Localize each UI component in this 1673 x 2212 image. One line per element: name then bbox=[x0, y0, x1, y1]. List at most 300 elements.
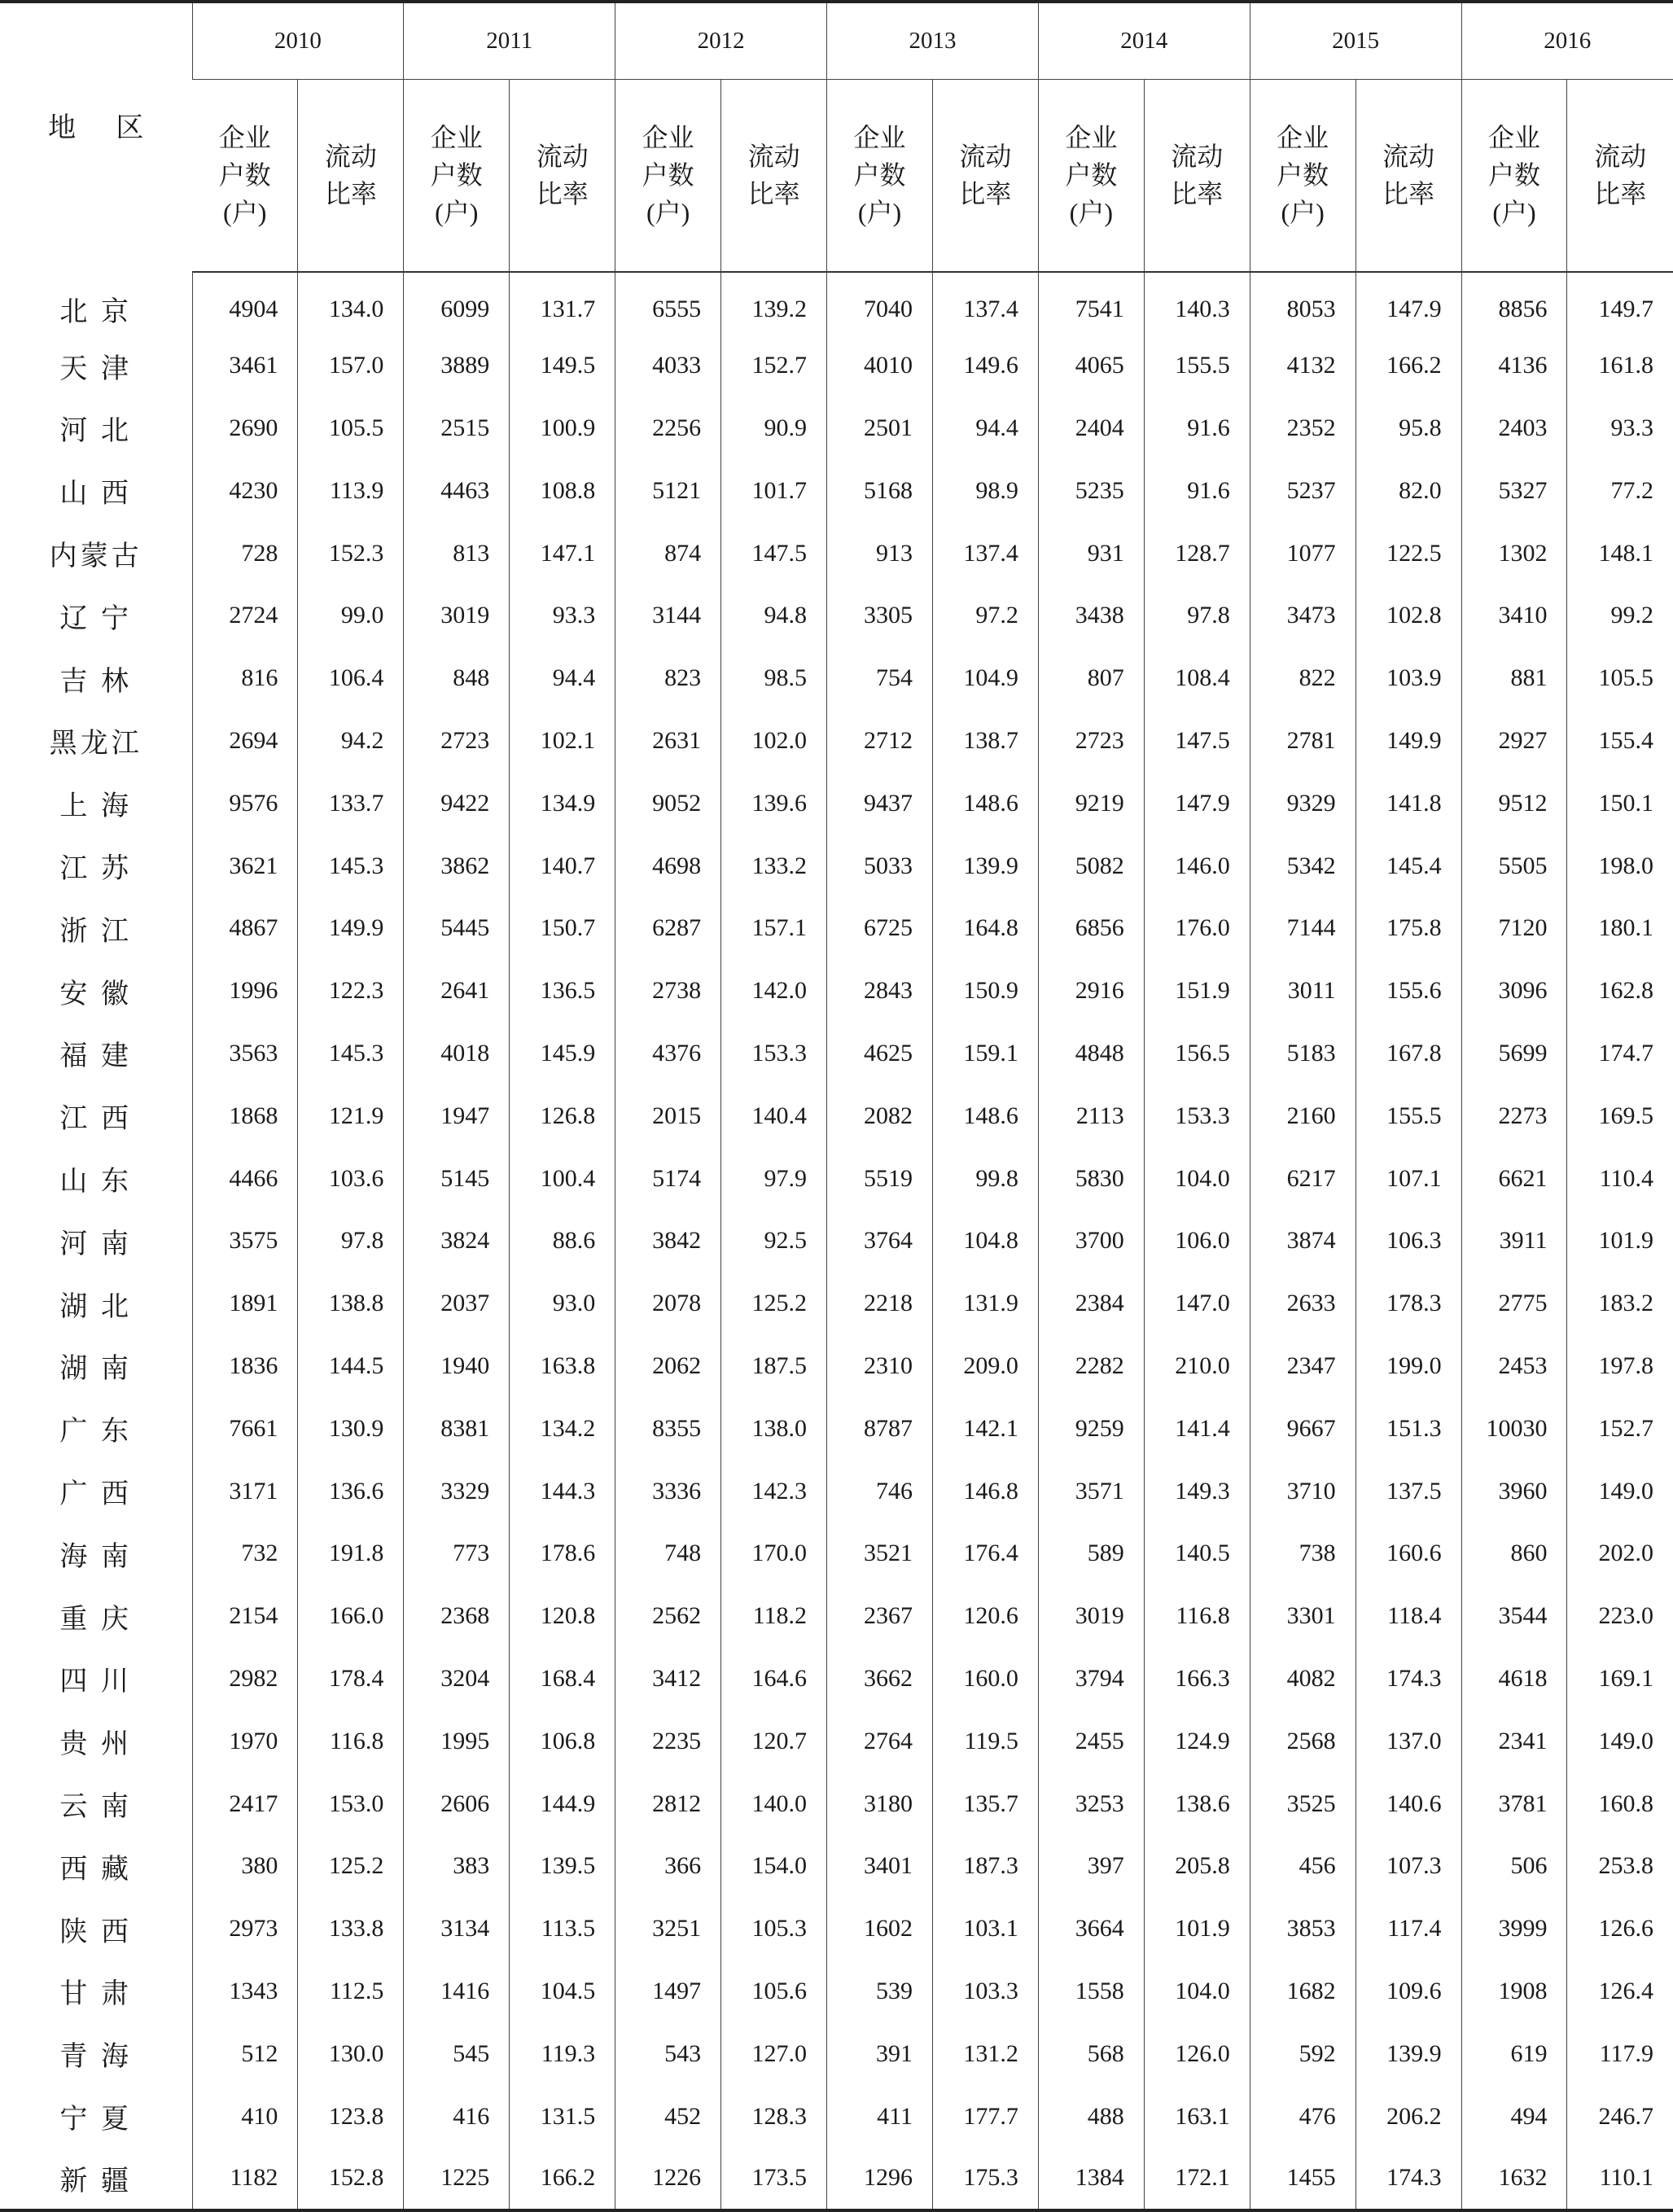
current-ratio-cell: 155.5 bbox=[1355, 1084, 1461, 1147]
enterprise-count-cell: 3563 bbox=[192, 1023, 298, 1085]
table-row bbox=[0, 1272, 1673, 1335]
current-ratio-cell: 153.0 bbox=[298, 1772, 404, 1835]
enterprise-count-cell: 3336 bbox=[615, 1460, 721, 1522]
enterprise-count-cell: 8787 bbox=[827, 1397, 933, 1460]
current-ratio-cell: 109.6 bbox=[1355, 1960, 1461, 2023]
region-name: 安 徽 bbox=[59, 979, 133, 1010]
current-ratio-cell: 106.8 bbox=[510, 1710, 615, 1772]
enterprise-count-cell: 4463 bbox=[404, 459, 510, 522]
enterprise-count-cell: 3019 bbox=[1038, 1585, 1144, 1648]
current-ratio-cell: 137.5 bbox=[1355, 1460, 1461, 1522]
enterprise-count-cell: 1970 bbox=[192, 1710, 298, 1772]
enterprise-count-cell: 1416 bbox=[404, 1960, 510, 2023]
enterprise-count-cell: 2501 bbox=[827, 397, 933, 460]
current-ratio-cell: 147.5 bbox=[721, 522, 827, 585]
current-ratio-cell: 94.2 bbox=[298, 710, 404, 773]
current-ratio-cell: 106.0 bbox=[1144, 1210, 1250, 1272]
enterprise-count-cell: 488 bbox=[1038, 2085, 1144, 2148]
current-ratio-cell: 142.0 bbox=[721, 960, 827, 1023]
current-ratio-cell: 98.9 bbox=[932, 459, 1038, 522]
current-ratio-cell: 152.7 bbox=[721, 335, 827, 397]
current-ratio-cell: 82.0 bbox=[1355, 459, 1461, 522]
table-row bbox=[0, 1023, 1673, 1085]
enterprise-count-cell: 728 bbox=[192, 522, 298, 585]
enterprise-count-cell: 3410 bbox=[1461, 585, 1567, 647]
current-ratio-cell: 161.8 bbox=[1567, 335, 1673, 397]
enterprise-count-cell: 3664 bbox=[1038, 1898, 1144, 1960]
current-ratio-cell: 150.9 bbox=[932, 960, 1038, 1023]
current-ratio-cell: 131.2 bbox=[932, 2022, 1038, 2085]
current-ratio-cell: 176.0 bbox=[1144, 897, 1250, 960]
current-ratio-cell: 166.3 bbox=[1144, 1648, 1250, 1710]
current-ratio-cell: 122.3 bbox=[298, 960, 404, 1023]
enterprise-count-cell: 3781 bbox=[1461, 1772, 1567, 1835]
current-ratio-cell: 131.7 bbox=[510, 272, 615, 335]
enterprise-count-cell: 6555 bbox=[615, 272, 721, 335]
table-row bbox=[0, 1210, 1673, 1272]
enterprise-count-cell: 494 bbox=[1461, 2085, 1567, 2148]
current-ratio-cell: 97.2 bbox=[932, 585, 1038, 647]
current-ratio-cell: 162.8 bbox=[1567, 960, 1673, 1023]
enterprise-count-cell: 813 bbox=[404, 522, 510, 585]
table-row bbox=[0, 1335, 1673, 1398]
current-ratio-cell: 120.6 bbox=[932, 1585, 1038, 1648]
current-ratio-cell: 137.0 bbox=[1355, 1710, 1461, 1772]
current-ratio-cell: 117.4 bbox=[1355, 1898, 1461, 1960]
table-row bbox=[0, 1772, 1673, 1835]
current-ratio-cell: 103.3 bbox=[932, 1960, 1038, 2023]
current-ratio-cell: 105.5 bbox=[298, 397, 404, 460]
enterprise-count-cell: 1868 bbox=[192, 1084, 298, 1147]
current-ratio-cell: 118.2 bbox=[721, 1585, 827, 1648]
enterprise-count-cell: 1940 bbox=[404, 1335, 510, 1398]
current-ratio-header-label: 流动 比率 bbox=[536, 142, 589, 209]
table-row bbox=[0, 272, 1673, 335]
enterprise-count-cell: 1891 bbox=[192, 1272, 298, 1335]
current-ratio-cell: 134.2 bbox=[510, 1397, 615, 1460]
current-ratio-cell: 140.5 bbox=[1144, 1522, 1250, 1585]
current-ratio-cell: 167.8 bbox=[1355, 1023, 1461, 1085]
region-column-header: 地 区 bbox=[0, 2, 192, 272]
current-ratio-cell: 187.5 bbox=[721, 1335, 827, 1398]
enterprise-count-cell: 476 bbox=[1250, 2085, 1355, 2148]
table-row bbox=[0, 459, 1673, 522]
current-ratio-cell: 140.4 bbox=[721, 1084, 827, 1147]
current-ratio-cell: 103.6 bbox=[298, 1147, 404, 1210]
table-row bbox=[0, 1710, 1673, 1772]
current-ratio-cell: 166.2 bbox=[1355, 335, 1461, 397]
enterprise-count-cell: 383 bbox=[404, 1835, 510, 1898]
table-row bbox=[0, 1585, 1673, 1648]
enterprise-count-cell: 539 bbox=[827, 1960, 933, 2023]
enterprise-count-cell: 2812 bbox=[615, 1772, 721, 1835]
current-ratio-cell: 139.2 bbox=[721, 272, 827, 335]
enterprise-count-cell: 2568 bbox=[1250, 1710, 1355, 1772]
enterprise-count-cell: 5445 bbox=[404, 897, 510, 960]
enterprise-count-cell: 6725 bbox=[827, 897, 933, 960]
current-ratio-cell: 137.4 bbox=[932, 272, 1038, 335]
enterprise-count-cell: 3842 bbox=[615, 1210, 721, 1272]
current-ratio-cell: 91.6 bbox=[1144, 397, 1250, 460]
subheader-row bbox=[0, 79, 1673, 272]
region-name: 湖 南 bbox=[59, 1354, 133, 1385]
current-ratio-cell: 116.8 bbox=[298, 1710, 404, 1772]
enterprise-count-cell: 848 bbox=[404, 647, 510, 710]
current-ratio-cell: 151.9 bbox=[1144, 960, 1250, 1023]
table-row bbox=[0, 1648, 1673, 1710]
current-ratio-cell: 133.7 bbox=[298, 772, 404, 834]
current-ratio-cell: 198.0 bbox=[1567, 834, 1673, 897]
current-ratio-header bbox=[298, 79, 404, 272]
enterprise-count-cell: 913 bbox=[827, 522, 933, 585]
table-row bbox=[0, 960, 1673, 1023]
enterprise-count-cell: 5830 bbox=[1038, 1147, 1144, 1210]
enterprise-count-cell: 2690 bbox=[192, 397, 298, 460]
current-ratio-cell: 139.6 bbox=[721, 772, 827, 834]
enterprise-count-cell: 2973 bbox=[192, 1898, 298, 1960]
region-name: 辽 宁 bbox=[59, 603, 133, 634]
current-ratio-cell: 149.9 bbox=[298, 897, 404, 960]
current-ratio-header bbox=[1567, 79, 1673, 272]
current-ratio-cell: 102.8 bbox=[1355, 585, 1461, 647]
enterprise-count-cell: 3862 bbox=[404, 834, 510, 897]
enterprise-count-cell: 3461 bbox=[192, 335, 298, 397]
current-ratio-cell: 147.9 bbox=[1355, 272, 1461, 335]
current-ratio-cell: 94.4 bbox=[510, 647, 615, 710]
current-ratio-cell: 147.9 bbox=[1144, 772, 1250, 834]
current-ratio-header bbox=[510, 79, 615, 272]
enterprise-count-cell: 9576 bbox=[192, 772, 298, 834]
enterprise-count-cell: 7661 bbox=[192, 1397, 298, 1460]
enterprise-count-cell: 823 bbox=[615, 647, 721, 710]
enterprise-count-cell: 8053 bbox=[1250, 272, 1355, 335]
enterprise-count-cell: 1602 bbox=[827, 1898, 933, 1960]
enterprise-count-cell: 8355 bbox=[615, 1397, 721, 1460]
current-ratio-cell: 127.0 bbox=[721, 2022, 827, 2085]
current-ratio-cell: 138.8 bbox=[298, 1272, 404, 1335]
enterprise-count-header-label: 企业 户数 (户) bbox=[1065, 123, 1118, 228]
current-ratio-cell: 154.0 bbox=[721, 1835, 827, 1898]
enterprise-count-cell: 7040 bbox=[827, 272, 933, 335]
current-ratio-cell: 124.9 bbox=[1144, 1710, 1250, 1772]
current-ratio-cell: 105.3 bbox=[721, 1898, 827, 1960]
region-name: 黑龙江 bbox=[49, 729, 142, 760]
current-ratio-cell: 125.2 bbox=[298, 1835, 404, 1898]
current-ratio-cell: 137.4 bbox=[932, 522, 1038, 585]
enterprise-count-cell: 4132 bbox=[1250, 335, 1355, 397]
enterprise-count-cell: 3096 bbox=[1461, 960, 1567, 1023]
enterprise-count-cell: 2764 bbox=[827, 1710, 933, 1772]
enterprise-count-cell: 1455 bbox=[1250, 2148, 1355, 2210]
current-ratio-cell: 176.4 bbox=[932, 1522, 1038, 1585]
current-ratio-cell: 93.0 bbox=[510, 1272, 615, 1335]
enterprise-count-cell: 3401 bbox=[827, 1835, 933, 1898]
current-ratio-cell: 119.3 bbox=[510, 2022, 615, 2085]
enterprise-count-cell: 2723 bbox=[1038, 710, 1144, 773]
current-ratio-cell: 174.3 bbox=[1355, 1648, 1461, 1710]
enterprise-count-cell: 2062 bbox=[615, 1335, 721, 1398]
enterprise-count-cell: 1497 bbox=[615, 1960, 721, 2023]
enterprise-count-cell: 2368 bbox=[404, 1585, 510, 1648]
current-ratio-cell: 113.9 bbox=[298, 459, 404, 522]
enterprise-count-cell: 3473 bbox=[1250, 585, 1355, 647]
enterprise-count-cell: 4033 bbox=[615, 335, 721, 397]
current-ratio-cell: 103.1 bbox=[932, 1898, 1038, 1960]
enterprise-count-cell: 3305 bbox=[827, 585, 933, 647]
enterprise-count-cell: 8381 bbox=[404, 1397, 510, 1460]
region-name: 贵 州 bbox=[59, 1729, 133, 1760]
current-ratio-cell: 136.6 bbox=[298, 1460, 404, 1522]
enterprise-count-cell: 1908 bbox=[1461, 1960, 1567, 2023]
region-name: 四 川 bbox=[59, 1667, 133, 1697]
current-ratio-cell: 163.8 bbox=[510, 1335, 615, 1398]
current-ratio-cell: 152.3 bbox=[298, 522, 404, 585]
current-ratio-cell: 205.8 bbox=[1144, 1835, 1250, 1898]
enterprise-count-cell: 1836 bbox=[192, 1335, 298, 1398]
enterprise-count-cell: 4018 bbox=[404, 1023, 510, 1085]
current-ratio-cell: 166.0 bbox=[298, 1585, 404, 1648]
enterprise-count-cell: 5505 bbox=[1461, 834, 1567, 897]
enterprise-count-cell: 5699 bbox=[1461, 1023, 1567, 1085]
enterprise-count-cell: 6099 bbox=[404, 272, 510, 335]
current-ratio-cell: 107.3 bbox=[1355, 1835, 1461, 1898]
enterprise-count-cell: 3253 bbox=[1038, 1772, 1144, 1835]
enterprise-count-header bbox=[404, 79, 510, 272]
current-ratio-cell: 170.0 bbox=[721, 1522, 827, 1585]
current-ratio-cell: 150.7 bbox=[510, 897, 615, 960]
enterprise-count-cell: 3621 bbox=[192, 834, 298, 897]
current-ratio-cell: 92.5 bbox=[721, 1210, 827, 1272]
enterprise-count-cell: 754 bbox=[827, 647, 933, 710]
current-ratio-cell: 166.2 bbox=[510, 2148, 615, 2210]
enterprise-count-cell: 4010 bbox=[827, 335, 933, 397]
enterprise-count-header bbox=[1038, 79, 1144, 272]
enterprise-count-cell: 2641 bbox=[404, 960, 510, 1023]
current-ratio-cell: 160.8 bbox=[1567, 1772, 1673, 1835]
enterprise-count-cell: 6856 bbox=[1038, 897, 1144, 960]
current-ratio-cell: 209.0 bbox=[932, 1335, 1038, 1398]
region-name: 内蒙古 bbox=[49, 541, 142, 572]
region-name: 福 建 bbox=[59, 1041, 133, 1072]
enterprise-count-cell: 5235 bbox=[1038, 459, 1144, 522]
enterprise-count-cell: 3710 bbox=[1250, 1460, 1355, 1522]
enterprise-count-cell: 3794 bbox=[1038, 1648, 1144, 1710]
enterprise-count-cell: 3525 bbox=[1250, 1772, 1355, 1835]
enterprise-count-cell: 4904 bbox=[192, 272, 298, 335]
enterprise-count-cell: 1182 bbox=[192, 2148, 298, 2210]
table-row bbox=[0, 522, 1673, 585]
region-name: 海 南 bbox=[59, 1541, 133, 1572]
current-ratio-cell: 178.3 bbox=[1355, 1272, 1461, 1335]
enterprise-count-cell: 2724 bbox=[192, 585, 298, 647]
current-ratio-cell: 174.7 bbox=[1567, 1023, 1673, 1085]
current-ratio-cell: 101.9 bbox=[1144, 1898, 1250, 1960]
enterprise-count-cell: 3301 bbox=[1250, 1585, 1355, 1648]
current-ratio-cell: 149.6 bbox=[932, 335, 1038, 397]
enterprise-count-cell: 1302 bbox=[1461, 522, 1567, 585]
enterprise-count-cell: 3134 bbox=[404, 1898, 510, 1960]
enterprise-count-header-label: 企业 户数 (户) bbox=[1277, 123, 1329, 228]
current-ratio-cell: 159.1 bbox=[932, 1023, 1038, 1085]
current-ratio-cell: 123.8 bbox=[298, 2085, 404, 2148]
enterprise-count-cell: 2916 bbox=[1038, 960, 1144, 1023]
current-ratio-header-label: 流动 比率 bbox=[959, 142, 1012, 209]
enterprise-count-cell: 1558 bbox=[1038, 1960, 1144, 2023]
current-ratio-cell: 152.8 bbox=[298, 2148, 404, 2210]
current-ratio-cell: 93.3 bbox=[510, 585, 615, 647]
enterprise-count-cell: 6287 bbox=[615, 897, 721, 960]
current-ratio-cell: 128.3 bbox=[721, 2085, 827, 2148]
enterprise-count-cell: 2843 bbox=[827, 960, 933, 1023]
current-ratio-cell: 160.0 bbox=[932, 1648, 1038, 1710]
enterprise-count-cell: 3911 bbox=[1461, 1210, 1567, 1272]
enterprise-count-cell: 9422 bbox=[404, 772, 510, 834]
current-ratio-cell: 126.0 bbox=[1144, 2022, 1250, 2085]
current-ratio-cell: 145.4 bbox=[1355, 834, 1461, 897]
current-ratio-cell: 95.8 bbox=[1355, 397, 1461, 460]
current-ratio-cell: 164.8 bbox=[932, 897, 1038, 960]
current-ratio-cell: 113.5 bbox=[510, 1898, 615, 1960]
current-ratio-cell: 121.9 bbox=[298, 1084, 404, 1147]
current-ratio-cell: 104.5 bbox=[510, 1960, 615, 2023]
current-ratio-cell: 102.0 bbox=[721, 710, 827, 773]
enterprise-count-cell: 9437 bbox=[827, 772, 933, 834]
current-ratio-cell: 125.2 bbox=[721, 1272, 827, 1335]
enterprise-count-cell: 3019 bbox=[404, 585, 510, 647]
current-ratio-cell: 210.0 bbox=[1144, 1335, 1250, 1398]
enterprise-count-header bbox=[615, 79, 721, 272]
enterprise-count-cell: 397 bbox=[1038, 1835, 1144, 1898]
current-ratio-cell: 106.3 bbox=[1355, 1210, 1461, 1272]
enterprise-count-cell: 9512 bbox=[1461, 772, 1567, 834]
region-name: 天 津 bbox=[59, 353, 133, 384]
enterprise-count-cell: 732 bbox=[192, 1522, 298, 1585]
enterprise-count-cell: 4698 bbox=[615, 834, 721, 897]
enterprise-count-cell: 2927 bbox=[1461, 710, 1567, 773]
table-row bbox=[0, 647, 1673, 710]
region-name: 宁 夏 bbox=[59, 2105, 133, 2135]
enterprise-count-cell: 3960 bbox=[1461, 1460, 1567, 1522]
enterprise-count-cell: 416 bbox=[404, 2085, 510, 2148]
enterprise-count-header-label: 企业 户数 (户) bbox=[430, 123, 483, 228]
enterprise-count-cell: 3438 bbox=[1038, 585, 1144, 647]
current-ratio-cell: 90.9 bbox=[721, 397, 827, 460]
enterprise-count-cell: 2606 bbox=[404, 1772, 510, 1835]
current-ratio-cell: 149.0 bbox=[1567, 1460, 1673, 1522]
enterprise-count-cell: 4376 bbox=[615, 1023, 721, 1085]
current-ratio-cell: 140.3 bbox=[1144, 272, 1250, 335]
enterprise-count-cell: 2160 bbox=[1250, 1084, 1355, 1147]
enterprise-count-cell: 1226 bbox=[615, 2148, 721, 2210]
current-ratio-cell: 136.5 bbox=[510, 960, 615, 1023]
current-ratio-cell: 246.7 bbox=[1567, 2085, 1673, 2148]
enterprise-count-cell: 2417 bbox=[192, 1772, 298, 1835]
year-header: 2012 bbox=[615, 2, 827, 79]
enterprise-count-cell: 3662 bbox=[827, 1648, 933, 1710]
enterprise-count-cell: 410 bbox=[192, 2085, 298, 2148]
current-ratio-cell: 142.1 bbox=[932, 1397, 1038, 1460]
enterprise-count-cell: 5519 bbox=[827, 1147, 933, 1210]
current-ratio-cell: 149.9 bbox=[1355, 710, 1461, 773]
current-ratio-cell: 138.6 bbox=[1144, 1772, 1250, 1835]
current-ratio-cell: 105.6 bbox=[721, 1960, 827, 2023]
enterprise-count-cell: 3251 bbox=[615, 1898, 721, 1960]
enterprise-count-cell: 3180 bbox=[827, 1772, 933, 1835]
enterprise-count-cell: 2631 bbox=[615, 710, 721, 773]
enterprise-count-cell: 5174 bbox=[615, 1147, 721, 1210]
table-row bbox=[0, 1147, 1673, 1210]
enterprise-count-cell: 2694 bbox=[192, 710, 298, 773]
enterprise-count-cell: 5145 bbox=[404, 1147, 510, 1210]
current-ratio-cell: 110.1 bbox=[1567, 2148, 1673, 2210]
current-ratio-cell: 147.1 bbox=[510, 522, 615, 585]
enterprise-count-cell: 9329 bbox=[1250, 772, 1355, 834]
current-ratio-cell: 145.3 bbox=[298, 834, 404, 897]
current-ratio-cell: 138.7 bbox=[932, 710, 1038, 773]
current-ratio-cell: 148.6 bbox=[932, 772, 1038, 834]
current-ratio-cell: 104.0 bbox=[1144, 1960, 1250, 2023]
region-name: 浙 江 bbox=[59, 916, 133, 947]
region-name: 山 东 bbox=[59, 1167, 133, 1198]
current-ratio-cell: 160.6 bbox=[1355, 1522, 1461, 1585]
enterprise-count-cell: 4848 bbox=[1038, 1023, 1144, 1085]
current-ratio-cell: 163.1 bbox=[1144, 2085, 1250, 2148]
enterprise-count-cell: 4466 bbox=[192, 1147, 298, 1210]
enterprise-count-cell: 2310 bbox=[827, 1335, 933, 1398]
current-ratio-cell: 99.8 bbox=[932, 1147, 1038, 1210]
enterprise-count-cell: 2775 bbox=[1461, 1272, 1567, 1335]
current-ratio-cell: 157.0 bbox=[298, 335, 404, 397]
current-ratio-cell: 119.5 bbox=[932, 1710, 1038, 1772]
current-ratio-header-label: 流动 比率 bbox=[747, 142, 800, 209]
region-name: 陕 西 bbox=[59, 1916, 133, 1947]
enterprise-count-cell: 2712 bbox=[827, 710, 933, 773]
current-ratio-cell: 174.3 bbox=[1355, 2148, 1461, 2210]
enterprise-count-cell: 773 bbox=[404, 1522, 510, 1585]
current-ratio-cell: 104.8 bbox=[932, 1210, 1038, 1272]
enterprise-count-cell: 391 bbox=[827, 2022, 933, 2085]
enterprise-count-cell: 4230 bbox=[192, 459, 298, 522]
enterprise-count-cell: 545 bbox=[404, 2022, 510, 2085]
enterprise-count-header bbox=[192, 79, 298, 272]
current-ratio-cell: 175.8 bbox=[1355, 897, 1461, 960]
year-header: 2013 bbox=[827, 2, 1039, 79]
enterprise-count-header-label: 企业 户数 (户) bbox=[853, 123, 906, 228]
current-ratio-cell: 157.1 bbox=[721, 897, 827, 960]
current-ratio-cell: 168.4 bbox=[510, 1648, 615, 1710]
enterprise-count-cell: 568 bbox=[1038, 2022, 1144, 2085]
current-ratio-header-label: 流动 比率 bbox=[1171, 142, 1224, 209]
table-row bbox=[0, 585, 1673, 647]
current-ratio-cell: 138.0 bbox=[721, 1397, 827, 1460]
current-ratio-cell: 139.9 bbox=[932, 834, 1038, 897]
current-ratio-cell: 120.7 bbox=[721, 1710, 827, 1772]
enterprise-count-cell: 9219 bbox=[1038, 772, 1144, 834]
enterprise-count-cell: 5082 bbox=[1038, 834, 1144, 897]
enterprise-count-cell: 1343 bbox=[192, 1960, 298, 2023]
enterprise-count-cell: 506 bbox=[1461, 1835, 1567, 1898]
enterprise-count-cell: 3764 bbox=[827, 1210, 933, 1272]
year-header: 2015 bbox=[1250, 2, 1461, 79]
enterprise-count-cell: 3999 bbox=[1461, 1898, 1567, 1960]
current-ratio-cell: 118.4 bbox=[1355, 1585, 1461, 1648]
current-ratio-cell: 98.5 bbox=[721, 647, 827, 710]
table-row bbox=[0, 335, 1673, 397]
enterprise-count-cell: 2367 bbox=[827, 1585, 933, 1648]
table-row bbox=[0, 2022, 1673, 2085]
table-row bbox=[0, 1084, 1673, 1147]
current-ratio-cell: 88.6 bbox=[510, 1210, 615, 1272]
